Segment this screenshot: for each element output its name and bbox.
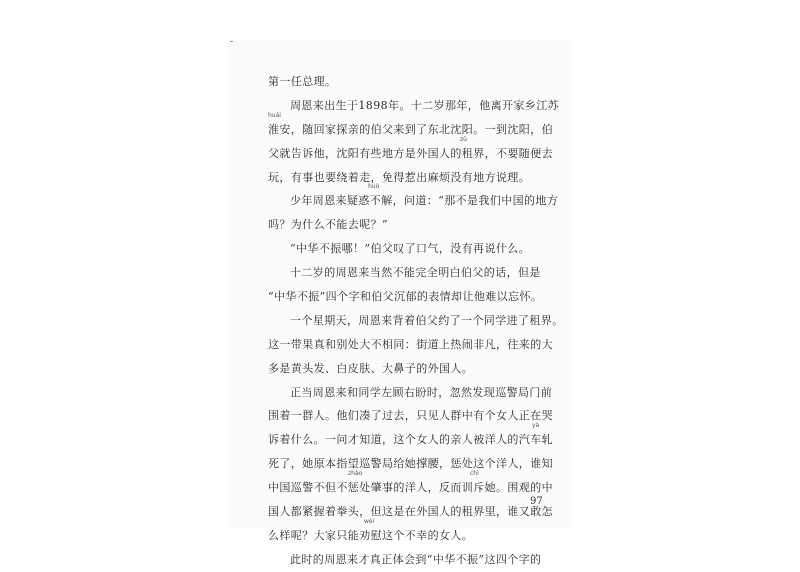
pinyin-annotation: yà: [532, 422, 540, 430]
text-line: 吗？为什么不能去呢？”: [268, 218, 389, 232]
text-line: 正当周恩来和同学左顾右盼时，忽然发现巡警局门前: [290, 385, 553, 399]
text-line: 周恩来出生于1898年。十二岁那年，他离开家乡江苏: [290, 98, 559, 112]
body-text: [268, 70, 564, 572]
pinyin-annotation: zhào: [348, 470, 363, 478]
pinyin-annotation: zū: [460, 135, 467, 143]
pinyin-annotation: chì: [470, 470, 479, 478]
page-number: 97: [530, 496, 543, 507]
text-line: 一个星期天，周恩来背着伯父约了一个同学进了租界。: [290, 313, 564, 327]
text-line: huái 淮安，随回家探亲的伯父来到了东北沈阳。一到沈阳，伯: [268, 111, 553, 136]
text-line: huò 少年周恩来疑惑不解，问道：“那不是我们中国的地方: [290, 183, 559, 208]
text-line: 这一带果真和别处大不相同：街道上热闹非凡，往来的大: [268, 337, 553, 351]
scan-mark: [230, 41, 233, 42]
pinyin-annotation: wèi: [364, 517, 375, 525]
text-line: 十二岁的周恩来当然不能完全明白伯父的话，但是: [290, 266, 541, 280]
text-line: 第一任总理。: [268, 75, 337, 88]
text-line: yà 诉着什么。一问才知道，这个女人的亲人被洋人的汽车轧: [268, 422, 553, 447]
text-line: 围着一群人。他们凑了过去，只见人群中有个女人正在哭: [268, 409, 553, 423]
text-line: 多是黄头发、白皮肤、大鼻子的外国人。: [268, 361, 474, 375]
text-line: zū 父就告诉他，沈阳有些地方是外国人的租界，不要随便去: [268, 135, 553, 160]
text-line: wèi 么样呢？大家只能劝慰这个不幸的女人。: [268, 517, 474, 542]
pinyin-annotation: huò: [368, 183, 380, 191]
text-line: 玩，有事也要绕着走，免得惹出麻烦没有地方说理。: [268, 170, 531, 184]
pinyin-annotation: huái: [268, 111, 281, 119]
text-line: 此时的周恩来才真正体会到“中华不振”这四个字的: [290, 552, 542, 566]
text-line: zhào chì 中国巡警不但不惩处肇事的洋人，反而训斥她。围观的中: [268, 470, 553, 495]
text-line: 国人都紧握着拳头，但这是在外国人的租界里，谁又敢怎: [268, 505, 553, 519]
text-line: 死了，她原本指望巡警局给她撑腰，惩处这个洋人，谁知: [268, 457, 553, 471]
text-line: “中华不振”四个字和伯父沉郁的表情却让他难以忘怀。: [268, 290, 543, 304]
text-line: “中华不振哪！”伯父叹了口气，没有再说什么。: [290, 242, 531, 256]
